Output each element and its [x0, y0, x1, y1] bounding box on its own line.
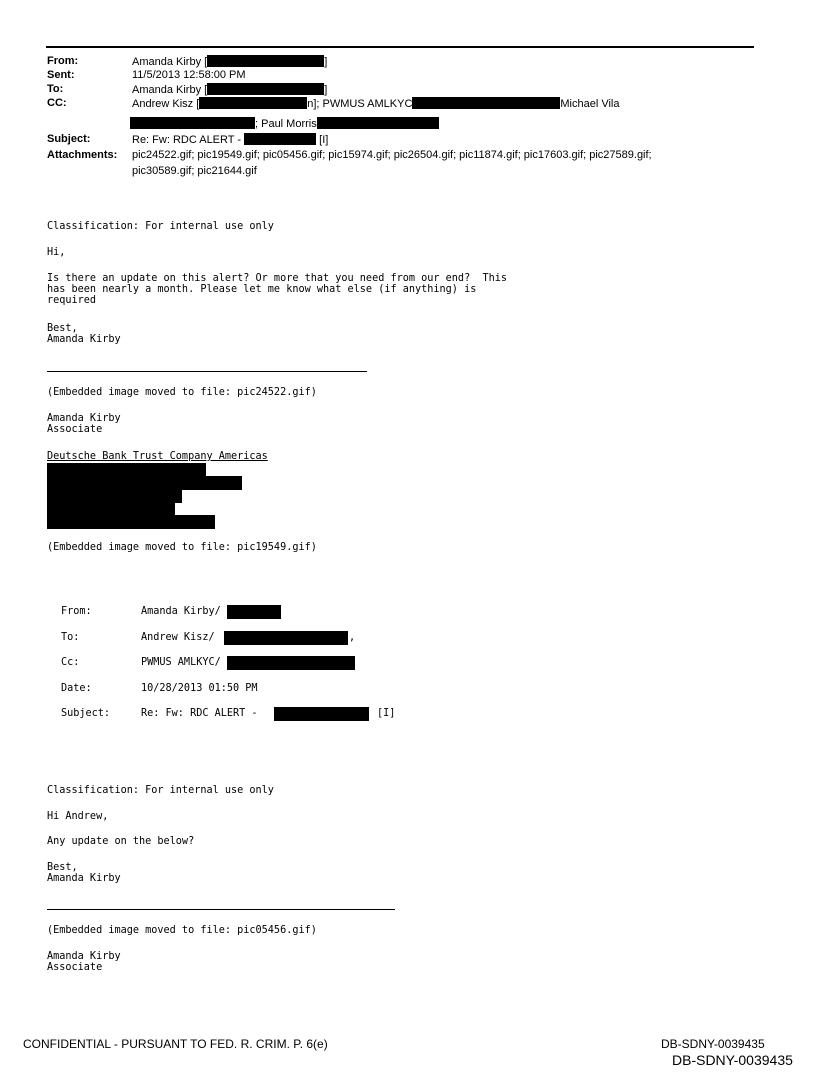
- bates-number-large: DB-SDNY-0039435: [672, 1052, 793, 1068]
- redaction-box: [244, 133, 316, 145]
- redaction-box: [47, 489, 182, 503]
- cc-morris: ; Paul Morris: [255, 118, 317, 130]
- company-name: Deutsche Bank Trust Company Americas: [47, 451, 268, 462]
- redaction-box: [47, 502, 175, 516]
- embedded-image-note-1: (Embedded image moved to file: pic24522.gif): [47, 387, 317, 398]
- redaction-box: [227, 656, 355, 670]
- to-bracket: ]: [324, 84, 328, 96]
- subject-tag: [I]: [319, 134, 329, 146]
- from-label: From:: [47, 55, 79, 67]
- signature-2: Amanda Kirby: [47, 873, 121, 884]
- cc-value-line2: [130, 117, 439, 131]
- embedded-image-note-2: (Embedded image moved to file: pic19549.gif): [47, 542, 317, 553]
- closing-1: Best,: [47, 323, 78, 334]
- sig-name-2: Amanda Kirby: [47, 951, 121, 962]
- attachments-line2: pic30589.gif; pic21644.gif: [132, 165, 257, 177]
- body1-para-line1: Is there an update on this alert? Or more that you need from our end? This: [47, 273, 508, 284]
- quoted-subject-label: Subject:: [61, 708, 111, 719]
- redaction-box: [47, 515, 215, 529]
- quoted-cc-value: PWMUS AMLKYC/: [141, 657, 221, 668]
- subject-value: [132, 133, 328, 147]
- attachments-line1: pic24522.gif; pic19549.gif; pic05456.gif; pic15974.gif; pic26504.gif; pic11874.gif; pic17603.gif; pic27589.gif;: [132, 149, 652, 161]
- from-bracket: ]: [324, 56, 328, 68]
- redaction-box: [224, 631, 348, 645]
- cc-label: CC:: [47, 97, 67, 109]
- separator-line: [47, 371, 367, 372]
- redaction-box: [47, 476, 242, 490]
- redaction-box: [412, 97, 560, 109]
- sig-title-1: Associate: [47, 424, 103, 435]
- cc-kisz: Andrew Kisz [: [132, 98, 200, 110]
- subject-label: Subject:: [47, 133, 91, 145]
- quoted-subject-value: Re: Fw: RDC ALERT -: [141, 708, 258, 719]
- sig-name-1: Amanda Kirby: [47, 413, 121, 424]
- quoted-from-value: Amanda Kirby/: [141, 606, 221, 617]
- quoted-subject-suffix: [I]: [377, 708, 396, 719]
- redaction-box: [130, 117, 255, 129]
- separator-line: [47, 909, 395, 910]
- from-name: Amanda Kirby [: [132, 56, 208, 68]
- cc-vila: Michael Vila: [560, 98, 620, 110]
- cc-value-line1: [132, 97, 620, 111]
- quoted-date-value: 10/28/2013 01:50 PM: [141, 683, 258, 694]
- quoted-date-label: Date:: [61, 683, 92, 694]
- redaction-box: [47, 463, 206, 477]
- quoted-to-value: Andrew Kisz/: [141, 632, 215, 643]
- redaction-box: [207, 55, 324, 67]
- question-line: Any update on the below?: [47, 836, 195, 847]
- attachments-label: Attachments:: [47, 149, 118, 161]
- confidential-footer: CONFIDENTIAL - PURSUANT TO FED. R. CRIM. P. 6(e): [23, 1037, 328, 1051]
- quoted-to-label: To:: [61, 632, 80, 643]
- redaction-box: [227, 605, 281, 619]
- classification-1: Classification: For internal use only: [47, 221, 274, 232]
- quoted-cc-label: Cc:: [61, 657, 80, 668]
- header-top-rule: [46, 46, 754, 48]
- to-name: Amanda Kirby [: [132, 84, 208, 96]
- sent-label: Sent:: [47, 69, 75, 81]
- signature-1: Amanda Kirby: [47, 334, 121, 345]
- quoted-to-suffix: ,: [349, 632, 356, 643]
- redaction-box: [317, 117, 439, 129]
- body1-para-line3: required: [47, 295, 97, 306]
- classification-2: Classification: For internal use only: [47, 785, 274, 796]
- body1-para-line2: has been nearly a month. Please let me know what else (if anything) is: [47, 284, 477, 295]
- redaction-box: [207, 83, 324, 95]
- sig-title-2: Associate: [47, 962, 103, 973]
- subject-text: Re: Fw: RDC ALERT -: [132, 134, 242, 146]
- cc-amlkyc: n]; PWMUS AMLKYC: [307, 98, 413, 110]
- closing-2: Best,: [47, 862, 78, 873]
- to-value: [132, 83, 327, 97]
- quoted-from-label: From:: [61, 606, 92, 617]
- from-value: [132, 55, 327, 69]
- embedded-image-note-3: (Embedded image moved to file: pic05456.gif): [47, 925, 317, 936]
- sent-value: 11/5/2013 12:58:00 PM: [132, 69, 246, 81]
- greeting-1: Hi,: [47, 247, 66, 258]
- redaction-box: [199, 97, 307, 109]
- to-label: To:: [47, 83, 64, 95]
- greeting-2: Hi Andrew,: [47, 811, 109, 822]
- bates-number-small: DB-SDNY-0039435: [661, 1037, 765, 1051]
- redaction-box: [274, 707, 369, 721]
